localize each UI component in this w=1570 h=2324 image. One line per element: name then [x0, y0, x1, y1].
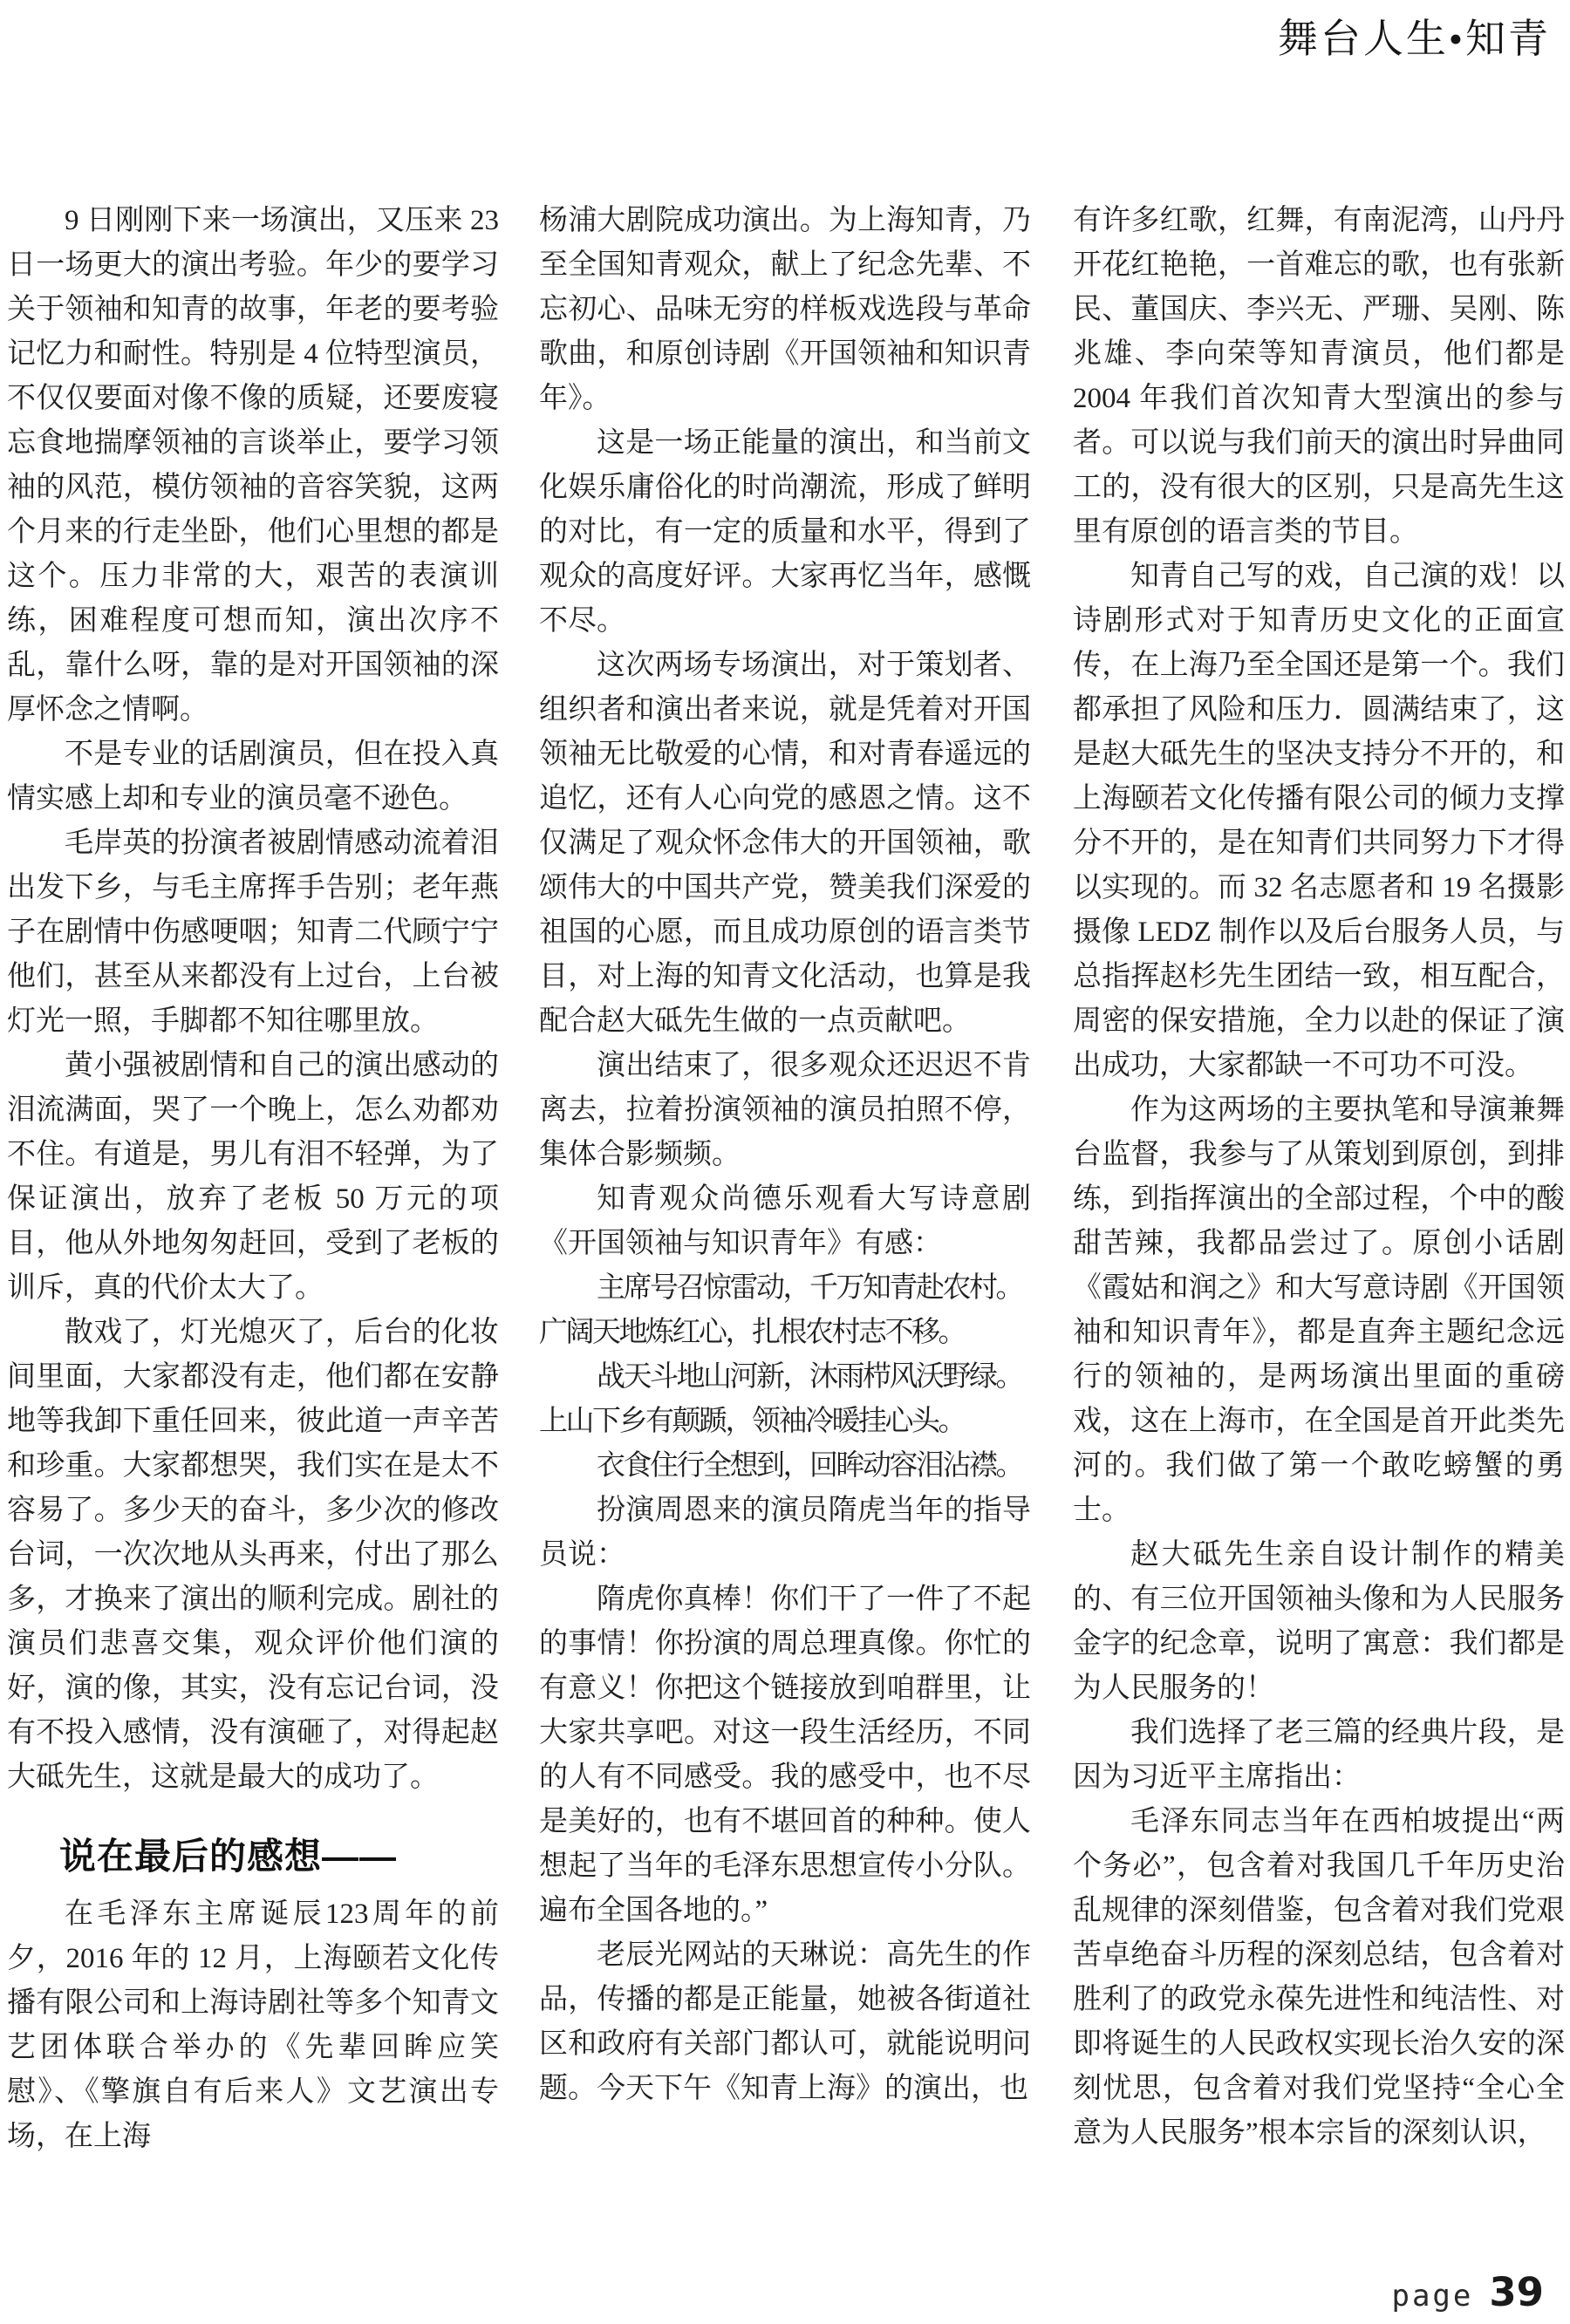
paragraph: 赵大砥先生亲自设计制作的精美的、有三位开国领袖头像和为人民服务金字的纪念章，说明了寓意：我们都是为人民服务的！ [1073, 1539, 1565, 1704]
text-column-2 [539, 199, 1031, 2111]
verse-line: 主席号召惊雷动，千万知青赴农村。 [597, 1272, 1022, 1304]
paragraph: 黄小强被剧情和自己的演出感动的泪流满面，哭了一个晚上，怎么劝都劝不住。有道是，男儿有泪不轻弹，为了保证演出，放弃了老板 50 万元的项目，他从外地匆匆赶回，受到了老板的训斥，真的代价太大了。 [7, 1050, 499, 1304]
section-heading: 说在最后的感想—— [59, 1836, 398, 1877]
paragraph: 这次两场专场演出，对于策划者、组织者和演出者来说，就是凭着对开国领袖无比敬爱的心情，和对青春遥远的追忆，还有人心向党的感恩之情。这不仅满足了观众怀念伟大的开国领袖，歌颂伟大的中国共产党，赞美我们深爱的祖国的心愿，而且成功原创的语言类节目，对上海的知青文化活动，也算是我配合赵大砥先生做的一点贡献吧。 [539, 650, 1031, 1037]
paragraph: 知青自己写的戏，自己演的戏！以诗剧形式对于知青历史文化的正面宣传，在上海乃至全国还是第一个。我们都承担了风险和压力．圆满结束了，这是赵大砥先生的坚决支持分不开的，和上海颐若文化传播有限公司的倾力支撑分不开的，是在知青们共同努力下才得以实现的。而 32 名志愿者和 19 名摄影摄像 LEDZ 制作以及后台服务人员，与总指挥赵杉先生团结一致，相互配合，周密的保安措施，全力以赴的保证了演出成功，大家都缺一不可功不可没。 [1073, 561, 1565, 1081]
text-column-1 [7, 199, 499, 2159]
paragraph: 扮演周恩来的演员隋虎当年的指导员说： [539, 1495, 1031, 1571]
paragraph: 杨浦大剧院成功演出。为上海知青，乃至全国知青观众，献上了纪念先辈、不忘初心、品味无穷的样板戏选段与革命歌曲，和原创诗剧《开国领袖和知识青年》。 [539, 205, 1031, 414]
paragraph: 毛岸英的扮演者被剧情感动流着泪出发下乡，与毛主席挥手告别；老年燕子在剧情中伤感哽咽；知青二代顾宁宁他们，甚至从来都没有上过台，上台被灯光一照，手脚都不知往哪里放。 [7, 828, 499, 1037]
paragraph: 在毛泽东主席诞辰123周年的前夕，2016 年的 12 月，上海颐若文化传播有限公司和上海诗剧社等多个知青文艺团体联合举办的《先辈回眸应笑慰》、《擎旗自有后来人》文艺演出专场，在上海 [7, 1898, 499, 2152]
verse-line: 战天斗地山河新，沐雨栉风沃野绿。 [597, 1361, 1022, 1393]
page-footer [1391, 2269, 1544, 2315]
paragraph: 隋虎你真棒！你们干了一件了不起的事情！你扮演的周总理真像。你忙的有意义！你把这个链接放到咱群里，让大家共享吧。对这一段生活经历，不同的人有不同感受。我的感受中，也不尽是美好的，也有不堪回首的种种。使人想起了当年的毛泽东思想宣传小分队。遍布全国各地的。” [539, 1584, 1031, 1926]
paragraph: 毛泽东同志当年在西柏坡提出“两个务必”，包含着对我国几千年历史治乱规律的深刻借鉴，包含着对我们党艰苦卓绝奋斗历程的深刻总结，包含着对胜利了的政党永葆先进性和纯洁性、对即将诞生的人民政权实现长治久安的深刻忧思，包含着对我们党坚持“全心全意为人民服务”根本宗旨的深刻认识， [1073, 1806, 1565, 2149]
paragraph: 老辰光网站的天琳说：高先生的作品，传播的都是正能量，她被各街道社区和政府有关部门都认可，就能说明问题。今天下午《知青上海》的演出，也 [539, 1939, 1031, 2104]
paragraph: 9 日刚刚下来一场演出，又压来 23 日一场更大的演出考验。年少的要学习关于领袖和知青的故事，年老的要考验记忆力和耐性。特别是 4 位特型演员，不仅仅要面对像不像的质疑，还要废寝忘食地揣摩领袖的言谈举止，要学习领袖的风范，模仿领袖的音容笑貌，这两个月来的行走坐卧，他们心里想的都是这个。压力非常的大，艰苦的表演训练，困难程度可想而知，演出次序不乱，靠什么呀，靠的是对开国领袖的深厚怀念之情啊。 [7, 205, 500, 726]
paragraph: 作为这两场的主要执笔和导演兼舞台监督，我参与了从策划到原创，到排练，到指挥演出的全部过程，个中的酸甜苦辣，我都品尝过了。原创小话剧《霞姑和润之》和大写意诗剧《开国领袖和知识青年》，都是直奔主题纪念远行的领袖的，是两场演出里面的重磅戏，这在上海市，在全国是首开此类先河的。我们做了第一个敢吃螃蟹的勇士。 [1073, 1094, 1565, 1526]
paragraph: 散戏了，灯光熄灭了，后台的化妆间里面，大家都没有走，他们都在安静地等我卸下重任回来，彼此道一声辛苦和珍重。大家都想哭，我们实在是太不容易了。多少天的奋斗，多少次的修改台词，一次次地从头再来，付出了那么多，才换来了演出的顺利完成。剧社的演员们悲喜交集，观众评价他们演的好，演的像，其实，没有忘记台词，没有不投入感情，没有演砸了，对得起赵大砥先生，这就是最大的成功了。 [7, 1317, 499, 1793]
running-head-title: 舞台人生•知青 [1277, 17, 1551, 61]
paragraph: 这是一场正能量的演出，和当前文化娱乐庸俗化的时尚潮流，形成了鲜明的对比，有一定的质量和水平，得到了观众的高度好评。大家再忆当年，感慨不尽。 [539, 427, 1031, 637]
paragraph: 有许多红歌，红舞，有南泥湾，山丹丹开花红艳艳，一首难忘的歌，也有张新民、董国庆、李兴无、严珊、吴刚、陈兆雄、李向荣等知青演员，他们都是 2004 年我们首次知青大型演出的参与者。可以说与我们前天的演出时异曲同工的，没有很大的区别，只是高先生这里有原创的语言类的节目。 [1073, 205, 1565, 548]
verse-line: 广阔天地炼红心，扎根农村志不移。 [539, 1317, 965, 1348]
paragraph: 我们选择了老三篇的经典片段，是因为习近平主席指出： [1073, 1717, 1565, 1793]
paragraph: 知青观众尚德乐观看大写诗意剧《开国领袖与知识青年》有感： [539, 1183, 1031, 1259]
paragraph: 演出结束了，很多观众还迟迟不肯离去，拉着扮演领袖的演员拍照不停，集体合影频频。 [539, 1050, 1031, 1170]
paragraph: 不是专业的话剧演员，但在投入真情实感上却和专业的演员毫不逊色。 [7, 739, 499, 814]
page-number: 39 [1489, 2269, 1544, 2315]
verse-line: 衣食住行全想到，回眸动容泪沾襟。 [597, 1450, 1022, 1482]
text-column-3 [1073, 199, 1565, 2156]
page-label: page [1391, 2279, 1474, 2314]
verse-line: 上山下乡有颠踬，领袖冷暖挂心头。 [539, 1406, 965, 1437]
